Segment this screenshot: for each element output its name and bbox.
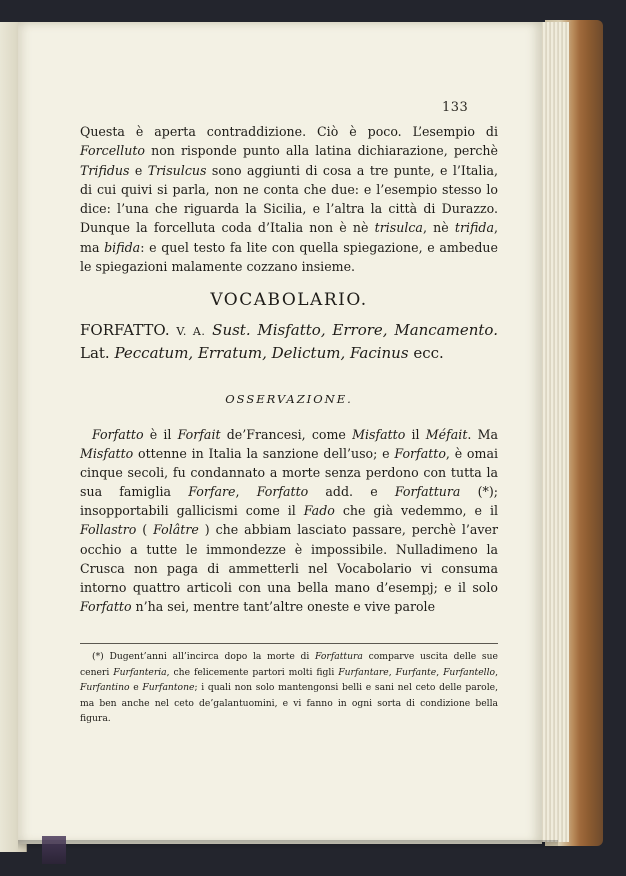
italic-run: Forfatto (256, 484, 309, 500)
italic-run: Fado (303, 503, 335, 519)
text-run: ) che abbiam lasciato passare, perchè l’aver occhio a tutte le immondezze è impossibile. Nulladimeno la Crusca non paga di ammetterli nel Vocabolario vi consuma intorno quattro articoli con una bella mano d’esempj; e il solo (80, 522, 499, 595)
text-run: (*) Dugent’anni all’incirca dopo la morte di (92, 651, 316, 662)
text-run: ; i quali non solo mantengonsi belli e sani nel ceto delle parole, ma ben anche nel ceto de’galantuomini, e vi fanno in ogni sorta di condizione bella figura. (80, 682, 498, 724)
text-run: non risponde punto alla latina dichiarazione, perchè (144, 143, 498, 159)
ribbon-bookmark (42, 836, 66, 864)
text-run: ecc. (408, 343, 444, 362)
italic-run: Furfantino (80, 682, 130, 693)
page-number: 133 (442, 100, 469, 115)
section-heading: VOCABOLARIO. (210, 290, 368, 310)
text-run: (*); insopportabili gallicismi come il (80, 484, 498, 519)
entry-headword: FORFATTO. (80, 321, 170, 339)
text-run: de’Francesi, come (220, 427, 353, 442)
italic-run: Forfatto (80, 598, 132, 614)
italic-run: Peccatum, Erratum, Delictum, Facinus (114, 343, 409, 362)
italic-run: Furfanteria (113, 666, 167, 678)
text-run: : e quel testo fa lite con quella spiegazione, e ambedue le spiegazioni malamente cozzano insieme. (80, 239, 498, 275)
italic-run: Méfait (425, 427, 468, 442)
italic-run: bifida (104, 239, 141, 255)
text-run: il (405, 427, 426, 442)
text-run: e (129, 682, 143, 693)
italic-run: Furfantare (338, 666, 389, 678)
italic-run: Forcelluto (80, 143, 145, 159)
italic-run: Forfatto (394, 446, 446, 462)
italic-run: Misfatto (352, 427, 406, 442)
italic-run: Forfait (177, 427, 221, 442)
italic-run: trifida (454, 220, 494, 236)
paragraph-2 (80, 425, 498, 616)
text-run: che già vedemmo, e il (334, 503, 499, 519)
text-run: ottenne in Italia la sanzione dell’uso; e (133, 446, 395, 462)
book-page (18, 22, 542, 844)
text-run: add. e (308, 484, 395, 500)
italic-run: trisulca (374, 220, 423, 236)
italic-run: Forfattura (394, 484, 461, 500)
italic-run: Forfattura (315, 651, 363, 662)
text-run: , che felicemente partori molti figli (166, 666, 339, 678)
text-run: ( (136, 522, 154, 538)
text-run: , (388, 666, 396, 678)
text-run: , ma (80, 220, 498, 255)
text-run: , (495, 666, 499, 678)
dictionary-entry (80, 320, 498, 364)
text-run: Questa è aperta contraddizione. Ciò è poco. L’esempio di (80, 124, 498, 139)
italic-run: Forfare (188, 484, 236, 500)
italic-run: Folâtre (153, 522, 199, 538)
text-run: e (129, 162, 148, 178)
observation-heading: OSSERVAZIONE. (225, 392, 353, 406)
entry-pos: V. A. (176, 325, 206, 338)
italic-run: Trisulcus (147, 162, 207, 178)
italic-run: Sust. Misfatto, Errore, Mancamento. (205, 321, 498, 339)
text-run: , (235, 484, 257, 500)
italic-run: Furfantello (443, 666, 496, 678)
italic-run: Forfatto (92, 427, 144, 442)
text-run: sono aggiunti di cosa a tre punte, e l’Italia, di cui quivi si parla, non ne conta che due: e l’esempio stesso lo dice: l’una che riguarda la Sicilia, e l’altra la città di Durazzo. Dunque la forcelluta coda d’Italia non è nè (80, 162, 498, 236)
page-stack-edges (538, 22, 569, 842)
text-run: è il (143, 427, 178, 442)
italic-run: Follastro (80, 522, 137, 538)
text-run: , (436, 666, 444, 678)
text-run: comparve uscita delle sue ceneri (80, 651, 498, 678)
text-run: n’ha sei, mentre tant’altre oneste e vive parole (131, 598, 436, 614)
italic-run: Trifidus (80, 162, 130, 178)
text-run: Lat. (80, 343, 115, 362)
text-run: , è omai cinque secoli, fu condannato a morte senza perdono con tutta la sua famiglia (80, 446, 498, 500)
page-bottom-shadow (18, 840, 558, 850)
text-run: . Ma (467, 427, 498, 442)
footnote-rule (80, 643, 498, 644)
italic-run: Misfatto (80, 446, 134, 462)
text-run: , nè (422, 220, 455, 236)
footnote (80, 649, 498, 727)
paragraph-1 (80, 122, 498, 276)
italic-run: Furfante (395, 666, 437, 678)
italic-run: Furfantone (142, 682, 195, 693)
